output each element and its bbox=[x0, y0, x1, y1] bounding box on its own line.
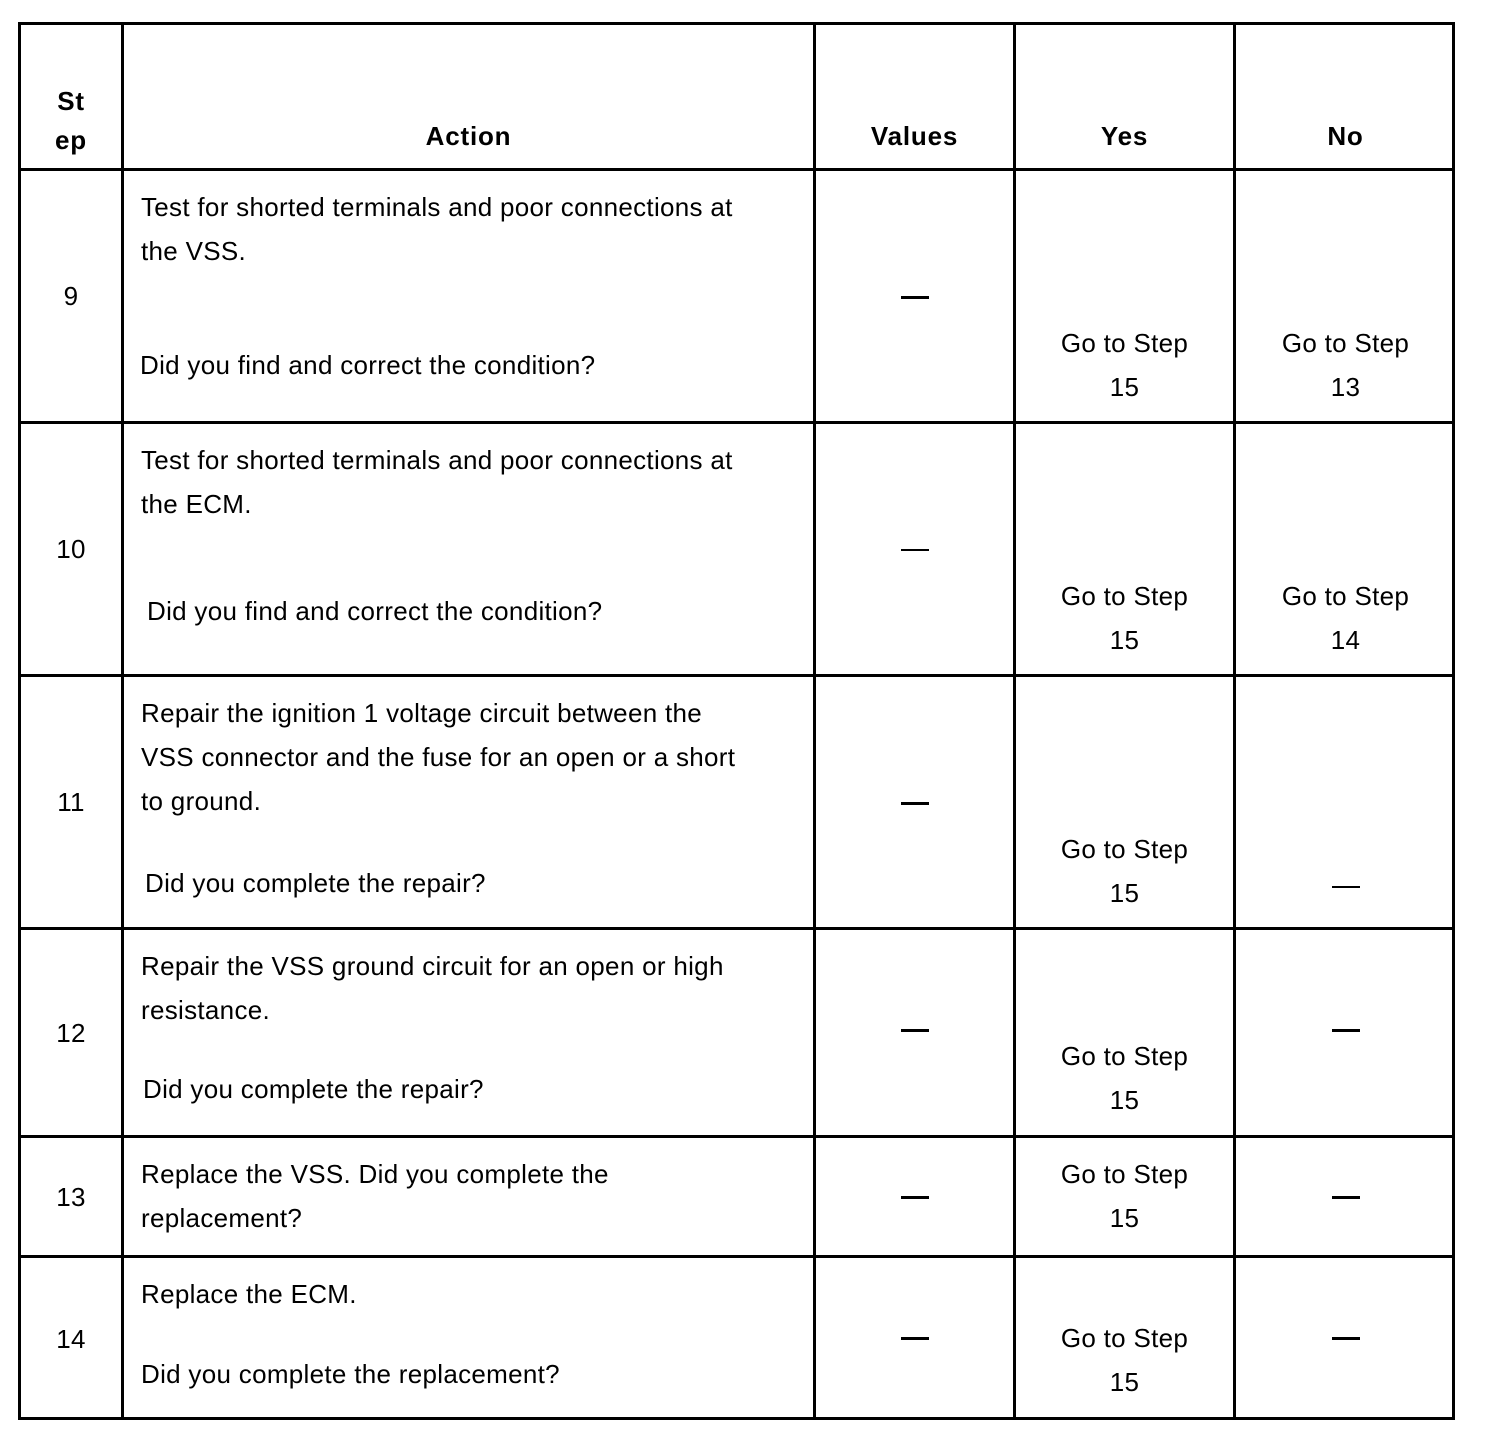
yes-goto-label: Go to Step bbox=[1060, 581, 1189, 611]
step-number-cell bbox=[18, 674, 121, 927]
header-step-line1: St bbox=[57, 86, 85, 116]
em-dash bbox=[901, 1029, 929, 1032]
yes-cell bbox=[1013, 927, 1233, 1135]
troubleshooting-table bbox=[18, 22, 1455, 1420]
em-dash bbox=[1332, 1196, 1360, 1199]
em-dash bbox=[901, 549, 929, 551]
no-goto-label: Go to Step bbox=[1281, 581, 1410, 611]
yes-goto bbox=[1016, 1316, 1233, 1404]
no-goto bbox=[1236, 574, 1455, 662]
step-number: 11 bbox=[57, 787, 85, 817]
header-yes bbox=[1013, 22, 1233, 168]
action-cell bbox=[121, 1255, 813, 1420]
action-question: Did you complete the repair? bbox=[145, 868, 486, 898]
action-instruction: Replace the ECM. bbox=[141, 1279, 357, 1309]
no-dash-wrap bbox=[1236, 886, 1455, 888]
action-question: Did you complete the replacement? bbox=[141, 1359, 560, 1389]
yes-goto-label: Go to Step bbox=[1060, 1041, 1189, 1071]
yes-goto-step: 15 bbox=[1109, 1085, 1140, 1115]
header-values-label: Values bbox=[870, 121, 959, 151]
header-no-label: No bbox=[1327, 121, 1364, 151]
no-goto-label: Go to Step bbox=[1281, 328, 1410, 358]
header-action bbox=[121, 22, 813, 168]
yes-cell bbox=[1013, 421, 1233, 674]
step-number-cell bbox=[18, 1135, 121, 1255]
action-instruction: Test for shorted terminals and poor connections at the ECM. bbox=[141, 445, 733, 519]
yes-cell bbox=[1013, 168, 1233, 421]
no-cell bbox=[1233, 1255, 1455, 1420]
action-cell bbox=[121, 674, 813, 927]
step-number-cell bbox=[18, 1255, 121, 1420]
step-number: 13 bbox=[56, 1181, 86, 1212]
values-cell bbox=[813, 168, 1013, 421]
step-number-cell bbox=[18, 168, 121, 421]
header-step-line2: ep bbox=[55, 125, 87, 155]
yes-goto-step: 15 bbox=[1109, 372, 1140, 402]
action-question: Did you find and correct the condition? bbox=[140, 350, 596, 380]
no-cell bbox=[1233, 1135, 1455, 1255]
action-instruction: Repair the VSS ground circuit for an open or high resistance. bbox=[141, 951, 724, 1025]
em-dash bbox=[901, 802, 929, 805]
action-question: Did you find and correct the condition? bbox=[147, 596, 603, 626]
values-cell bbox=[813, 1135, 1013, 1255]
yes-goto bbox=[1016, 1034, 1233, 1122]
no-cell bbox=[1233, 674, 1455, 927]
header-values bbox=[813, 22, 1013, 168]
yes-cell bbox=[1013, 1135, 1233, 1255]
yes-goto bbox=[1016, 1152, 1233, 1240]
header-action-label: Action bbox=[425, 121, 512, 151]
yes-goto-label: Go to Step bbox=[1060, 834, 1189, 864]
header-no bbox=[1233, 22, 1455, 168]
yes-goto-step: 15 bbox=[1109, 625, 1140, 655]
no-cell bbox=[1233, 927, 1455, 1135]
action-question: Did you complete the repair? bbox=[143, 1074, 484, 1104]
no-goto-step: 13 bbox=[1330, 372, 1361, 402]
action-cell bbox=[121, 168, 813, 421]
no-cell bbox=[1233, 421, 1455, 674]
em-dash bbox=[1332, 1337, 1360, 1340]
em-dash bbox=[901, 1196, 929, 1199]
yes-cell bbox=[1013, 674, 1233, 927]
step-number-cell bbox=[18, 421, 121, 674]
step-number: 10 bbox=[56, 534, 86, 564]
yes-goto bbox=[1016, 827, 1233, 915]
em-dash bbox=[1332, 886, 1360, 888]
values-cell bbox=[813, 1255, 1013, 1420]
header-step bbox=[18, 22, 121, 168]
em-dash bbox=[1332, 1029, 1360, 1032]
yes-goto-step: 15 bbox=[1109, 1367, 1140, 1397]
action-instruction: Repair the ignition 1 voltage circuit between the VSS connector and the fuse for an open or a short to ground. bbox=[141, 698, 736, 816]
action-cell bbox=[121, 927, 813, 1135]
no-cell bbox=[1233, 168, 1455, 421]
action-cell bbox=[121, 1135, 813, 1255]
yes-cell bbox=[1013, 1255, 1233, 1420]
step-number: 9 bbox=[63, 281, 79, 311]
values-cell bbox=[813, 927, 1013, 1135]
yes-goto bbox=[1016, 574, 1233, 662]
yes-goto-label: Go to Step bbox=[1060, 1159, 1189, 1189]
step-number-cell bbox=[18, 927, 121, 1135]
no-goto-step: 14 bbox=[1330, 625, 1361, 655]
values-cell bbox=[813, 674, 1013, 927]
action-instruction: Replace the VSS. Did you complete the replacement? bbox=[141, 1159, 609, 1233]
yes-goto-label: Go to Step bbox=[1060, 328, 1189, 358]
step-number: 12 bbox=[56, 1017, 86, 1048]
values-cell bbox=[813, 421, 1013, 674]
yes-goto-label: Go to Step bbox=[1060, 1323, 1189, 1353]
action-cell bbox=[121, 421, 813, 674]
em-dash bbox=[901, 1337, 929, 1340]
action-instruction: Test for shorted terminals and poor connections at the VSS. bbox=[141, 192, 733, 266]
header-yes-label: Yes bbox=[1100, 121, 1149, 151]
yes-goto bbox=[1016, 321, 1233, 409]
em-dash bbox=[901, 296, 929, 299]
yes-goto-step: 15 bbox=[1109, 1203, 1140, 1233]
yes-goto-step: 15 bbox=[1109, 878, 1140, 908]
no-goto bbox=[1236, 321, 1455, 409]
step-number: 14 bbox=[56, 1324, 86, 1354]
